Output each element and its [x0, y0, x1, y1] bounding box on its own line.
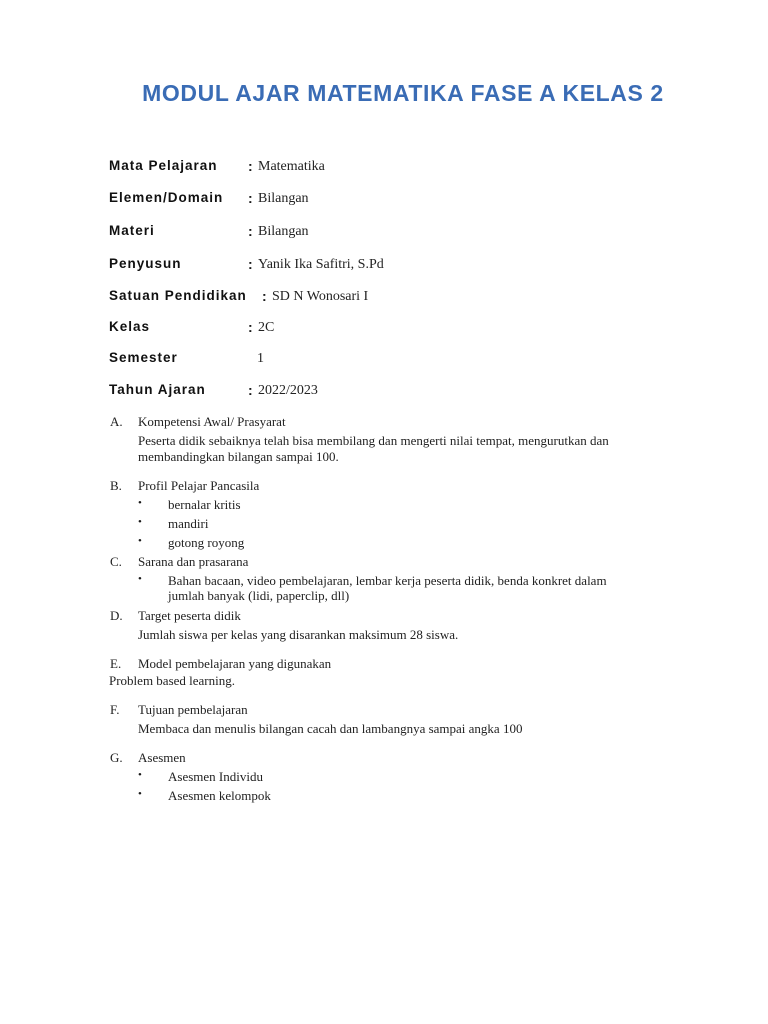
- meta-label: Materi: [109, 223, 155, 238]
- section-letter: C.: [110, 554, 122, 569]
- section-e-text: Problem based learning.: [109, 673, 235, 688]
- meta-value: 2022/2023: [258, 383, 318, 398]
- section-d-text: Jumlah siswa per kelas yang disarankan maksimum 28 siswa.: [138, 627, 459, 642]
- meta-colon: :: [248, 158, 253, 174]
- meta-value: Matematika: [258, 159, 325, 174]
- meta-label: Kelas: [109, 319, 151, 334]
- meta-label: Semester: [109, 350, 178, 365]
- meta-label: Penyusun: [109, 256, 182, 271]
- meta-colon: :: [248, 382, 253, 398]
- meta-value: 2C: [258, 320, 275, 335]
- section-title: Profil Pelajar Pancasila: [138, 478, 260, 493]
- section-title: Kompetensi Awal/ Prasyarat: [138, 414, 286, 429]
- list-item: Asesmen Individu: [168, 769, 263, 784]
- section-letter: B.: [110, 478, 122, 493]
- list-item: Bahan bacaan, video pembelajaran, lembar kerja peserta didik, benda konkret dalam jumlah banyak (lidi, paperclip, dll): [168, 573, 607, 603]
- bullet-icon: •: [138, 573, 142, 585]
- section-letter: F.: [110, 702, 120, 717]
- meta-label: Tahun Ajaran: [109, 382, 206, 397]
- list-item: bernalar kritis: [168, 497, 241, 512]
- bullet-icon: •: [138, 516, 142, 528]
- meta-label: Elemen/Domain: [109, 190, 224, 205]
- section-f-text: Membaca dan menulis bilangan cacah dan lambangnya sampai angka 100: [138, 721, 523, 736]
- section-title: Asesmen: [138, 750, 186, 765]
- section-title: Target peserta didik: [138, 608, 241, 623]
- page-title: MODUL AJAR MATEMATIKA FASE A KELAS 2: [142, 80, 664, 106]
- meta-colon: :: [248, 319, 253, 335]
- meta-colon: :: [248, 190, 253, 206]
- meta-value: Bilangan: [258, 224, 309, 239]
- section-a-text: Peserta didik sebaiknya telah bisa membilang dan mengerti nilai tempat, mengurutkan dan membandingkan bilangan sampai 100.: [138, 433, 609, 464]
- section-letter: E.: [110, 656, 122, 671]
- section-letter: D.: [110, 608, 123, 623]
- list-item: Asesmen kelompok: [168, 788, 271, 803]
- list-item: gotong royong: [168, 535, 245, 550]
- bullet-icon: •: [138, 497, 142, 509]
- section-letter: A.: [110, 414, 123, 429]
- section-title: Sarana dan prasarana: [138, 554, 249, 569]
- meta-colon: :: [248, 223, 253, 239]
- bullet-icon: •: [138, 769, 142, 781]
- meta-value: Yanik Ika Safitri, S.Pd: [258, 257, 384, 272]
- meta-label: Mata Pelajaran: [109, 158, 218, 173]
- section-title: Model pembelajaran yang digunakan: [138, 656, 332, 671]
- meta-value: SD N Wonosari I: [272, 289, 369, 304]
- meta-colon: :: [262, 288, 267, 304]
- section-letter: G.: [110, 750, 123, 765]
- meta-value: 1: [257, 351, 264, 366]
- meta-value: Bilangan: [258, 191, 309, 206]
- meta-colon: :: [248, 256, 253, 272]
- list-item: mandiri: [168, 516, 209, 531]
- bullet-icon: •: [138, 788, 142, 800]
- bullet-icon: •: [138, 535, 142, 547]
- section-title: Tujuan pembelajaran: [138, 702, 248, 717]
- meta-label: Satuan Pendidikan: [109, 288, 247, 303]
